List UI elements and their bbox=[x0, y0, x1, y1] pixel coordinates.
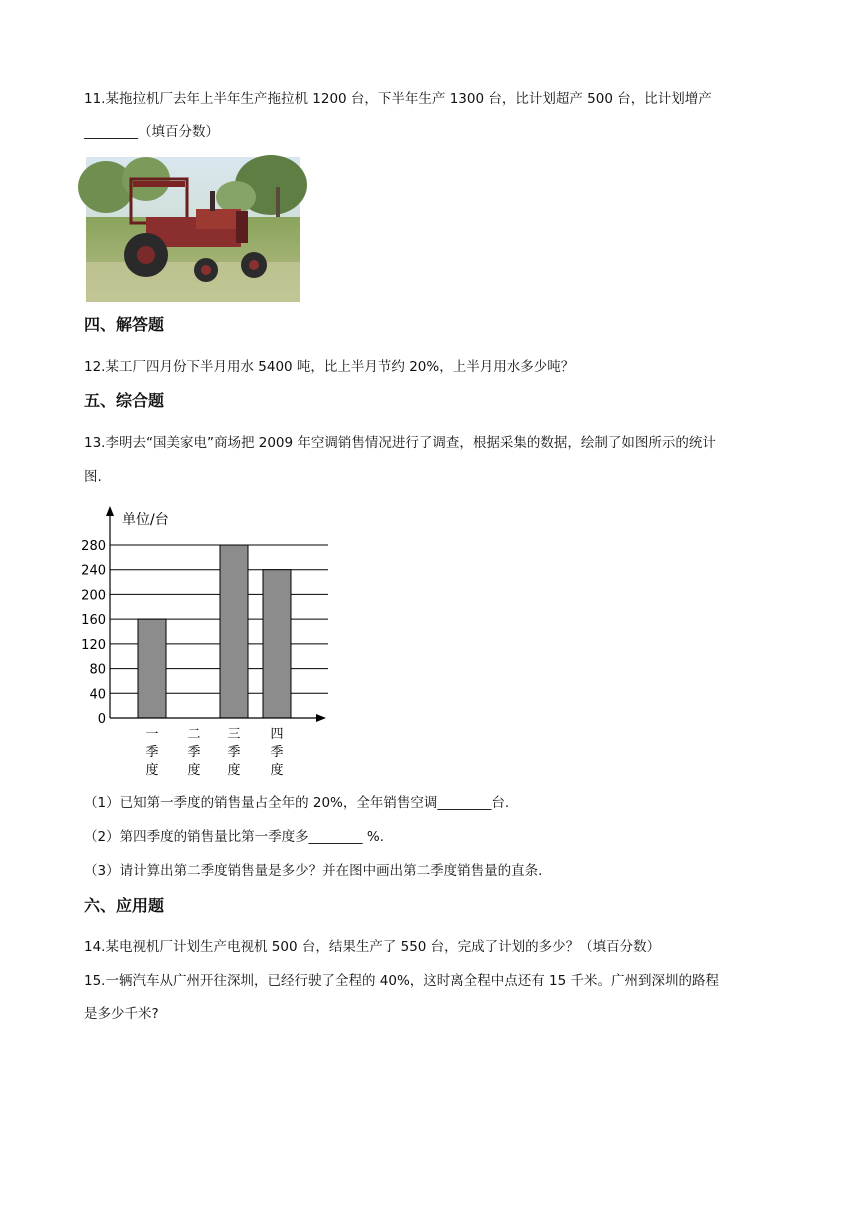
chart-svg bbox=[81, 500, 336, 785]
section4-title: 四、解答题 bbox=[84, 315, 165, 334]
x-axis-arrow bbox=[316, 714, 326, 722]
bar-四季度 bbox=[263, 570, 291, 718]
q13-sub1: （1）已知第一季度的销售量占全年的 20%，全年销售空调________台. bbox=[84, 795, 510, 811]
section6-title: 六、应用题 bbox=[84, 896, 165, 915]
bar-一季度 bbox=[138, 619, 166, 718]
bar-三季度 bbox=[220, 545, 248, 718]
x-tick-label-char: 三 bbox=[227, 727, 241, 742]
tractor-photo bbox=[86, 157, 300, 302]
x-tick-label-char: 度 bbox=[227, 763, 241, 778]
q13-sub3: （3）请计算出第二季度销售量是多少？并在图中画出第二季度销售量的直条. bbox=[84, 863, 543, 879]
x-tick-label-char: 度 bbox=[270, 763, 284, 778]
y-tick-label: 240 bbox=[81, 563, 106, 579]
q15-line2: 是多少千米? bbox=[84, 1006, 159, 1022]
x-tick-label-char: 季 bbox=[270, 745, 284, 760]
q11-line2: ________（填百分数） bbox=[84, 124, 219, 140]
y-axis-arrow bbox=[106, 506, 114, 516]
q13-line1: 13.李明去“国美家电”商场把 2009 年空调销售情况进行了调查，根据采集的数据，绘制了如图所示的统计 bbox=[84, 435, 716, 451]
x-tick-label-char: 度 bbox=[187, 763, 201, 778]
y-tick-label: 0 bbox=[97, 712, 106, 727]
x-tick-label-char: 二 bbox=[187, 727, 201, 742]
y-tick-label: 40 bbox=[89, 687, 106, 703]
y-tick-label: 120 bbox=[81, 637, 106, 653]
y-tick-label: 160 bbox=[81, 613, 106, 629]
y-tick-label: 80 bbox=[89, 662, 106, 678]
x-tick-label-char: 季 bbox=[187, 745, 201, 760]
y-tick-label: 200 bbox=[81, 588, 106, 604]
x-tick-label-char: 季 bbox=[145, 745, 159, 760]
section5-title: 五、综合题 bbox=[84, 391, 165, 410]
x-tick-label-char: 季 bbox=[227, 745, 241, 760]
y-axis-title: 单位/台 bbox=[122, 512, 169, 528]
q15-line1: 15.一辆汽车从广州开往深圳，已经行驶了全程的 40%，这时离全程中点还有 15 千米。广州到深圳的路程 bbox=[84, 973, 720, 989]
q11-line1: 11.某拖拉机厂去年上半年生产拖拉机 1200 台，下半年生产 1300 台，比计划超产 500 台，比计划增产 bbox=[84, 91, 712, 107]
y-tick-label: 280 bbox=[81, 539, 106, 554]
sales-bar-chart bbox=[81, 500, 336, 785]
q14-text: 14.某电视机厂计划生产电视机 500 台，结果生产了 550 台，完成了计划的多少？（填百分数） bbox=[84, 939, 661, 955]
x-tick-label-char: 度 bbox=[145, 763, 159, 778]
x-tick-label-char: 一 bbox=[145, 727, 159, 742]
q13-sub2: （2）第四季度的销售量比第一季度多________ %. bbox=[84, 829, 384, 845]
q12-text: 12.某工厂四月份下半月用水 5400 吨，比上半月节约 20%，上半月用水多少吨？ bbox=[84, 359, 575, 375]
q13-line2: 图. bbox=[84, 469, 102, 485]
x-tick-label-char: 四 bbox=[270, 727, 284, 742]
